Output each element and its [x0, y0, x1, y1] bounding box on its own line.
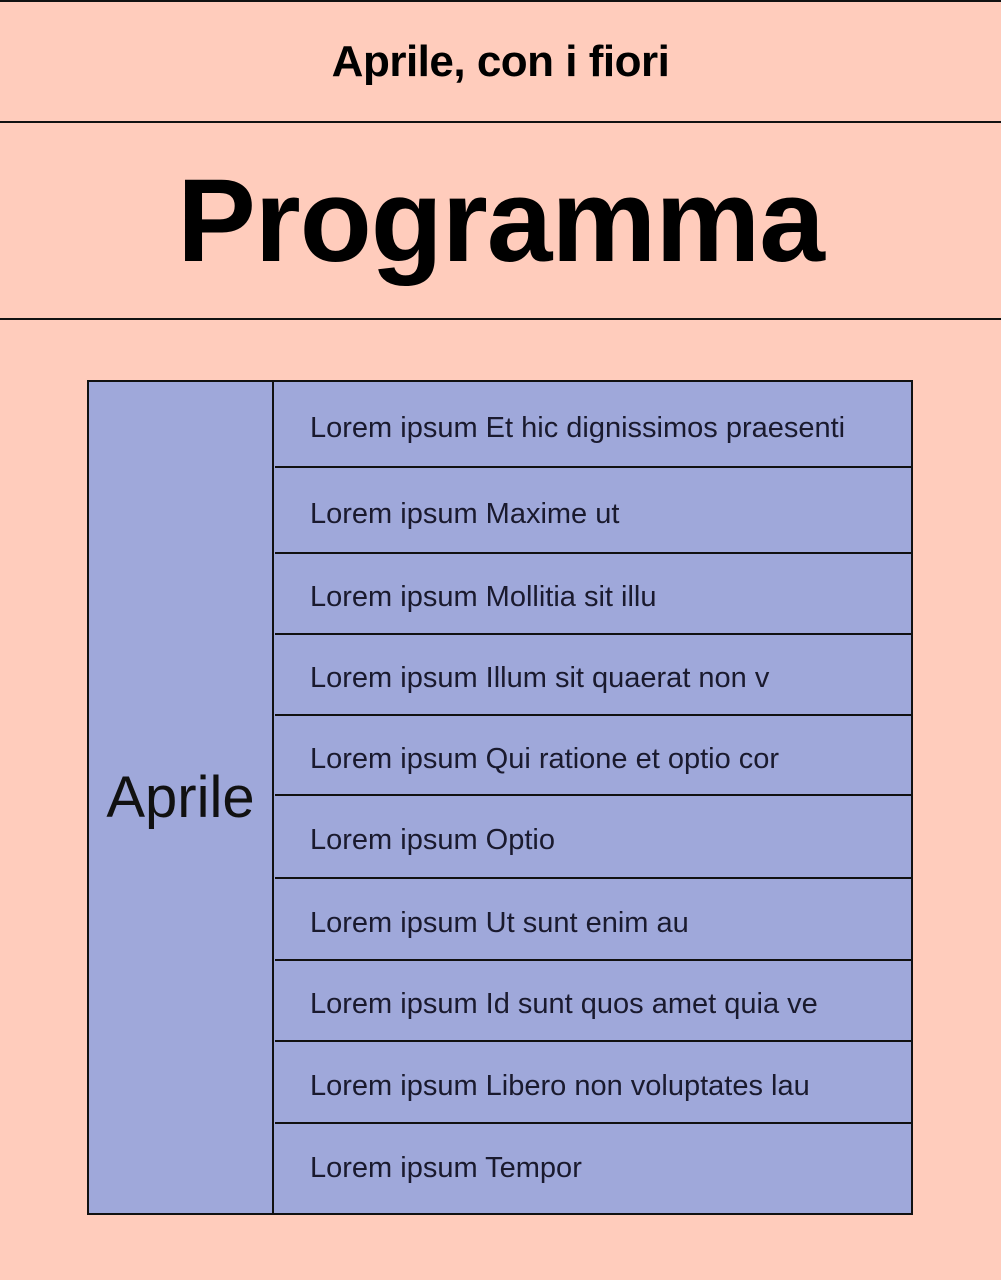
schedule-item: Lorem ipsum Illum sit quaerat non v — [275, 635, 911, 716]
schedule-item: Lorem ipsum Tempor — [310, 1152, 582, 1184]
schedule-item: Lorem ipsum Qui ratione et optio cor — [275, 716, 911, 796]
subtitle: Aprile, con i fiori — [331, 36, 670, 86]
schedule-item: Lorem ipsum Id sunt quos amet quia ve — [275, 961, 911, 1042]
schedule-item: Lorem ipsum Ut sunt enim au — [275, 879, 911, 961]
schedule-item: Lorem ipsum Libero non voluptates lau — [275, 1042, 911, 1124]
schedule-item: Lorem ipsum Optio — [275, 796, 911, 879]
month-label: Aprile — [106, 765, 255, 830]
month-cell — [89, 382, 274, 1213]
schedule-table — [87, 380, 913, 1215]
title-band — [0, 123, 1001, 320]
schedule-item: Lorem ipsum Maxime ut — [275, 468, 911, 554]
page-title: Programma — [177, 154, 824, 287]
schedule-item: Lorem ipsum Et hic dignissimos praesenti — [275, 382, 911, 468]
schedule-item: Lorem ipsum Mollitia sit illu — [275, 554, 911, 635]
schedule-rows — [275, 382, 911, 1213]
subtitle-band — [0, 2, 1001, 123]
